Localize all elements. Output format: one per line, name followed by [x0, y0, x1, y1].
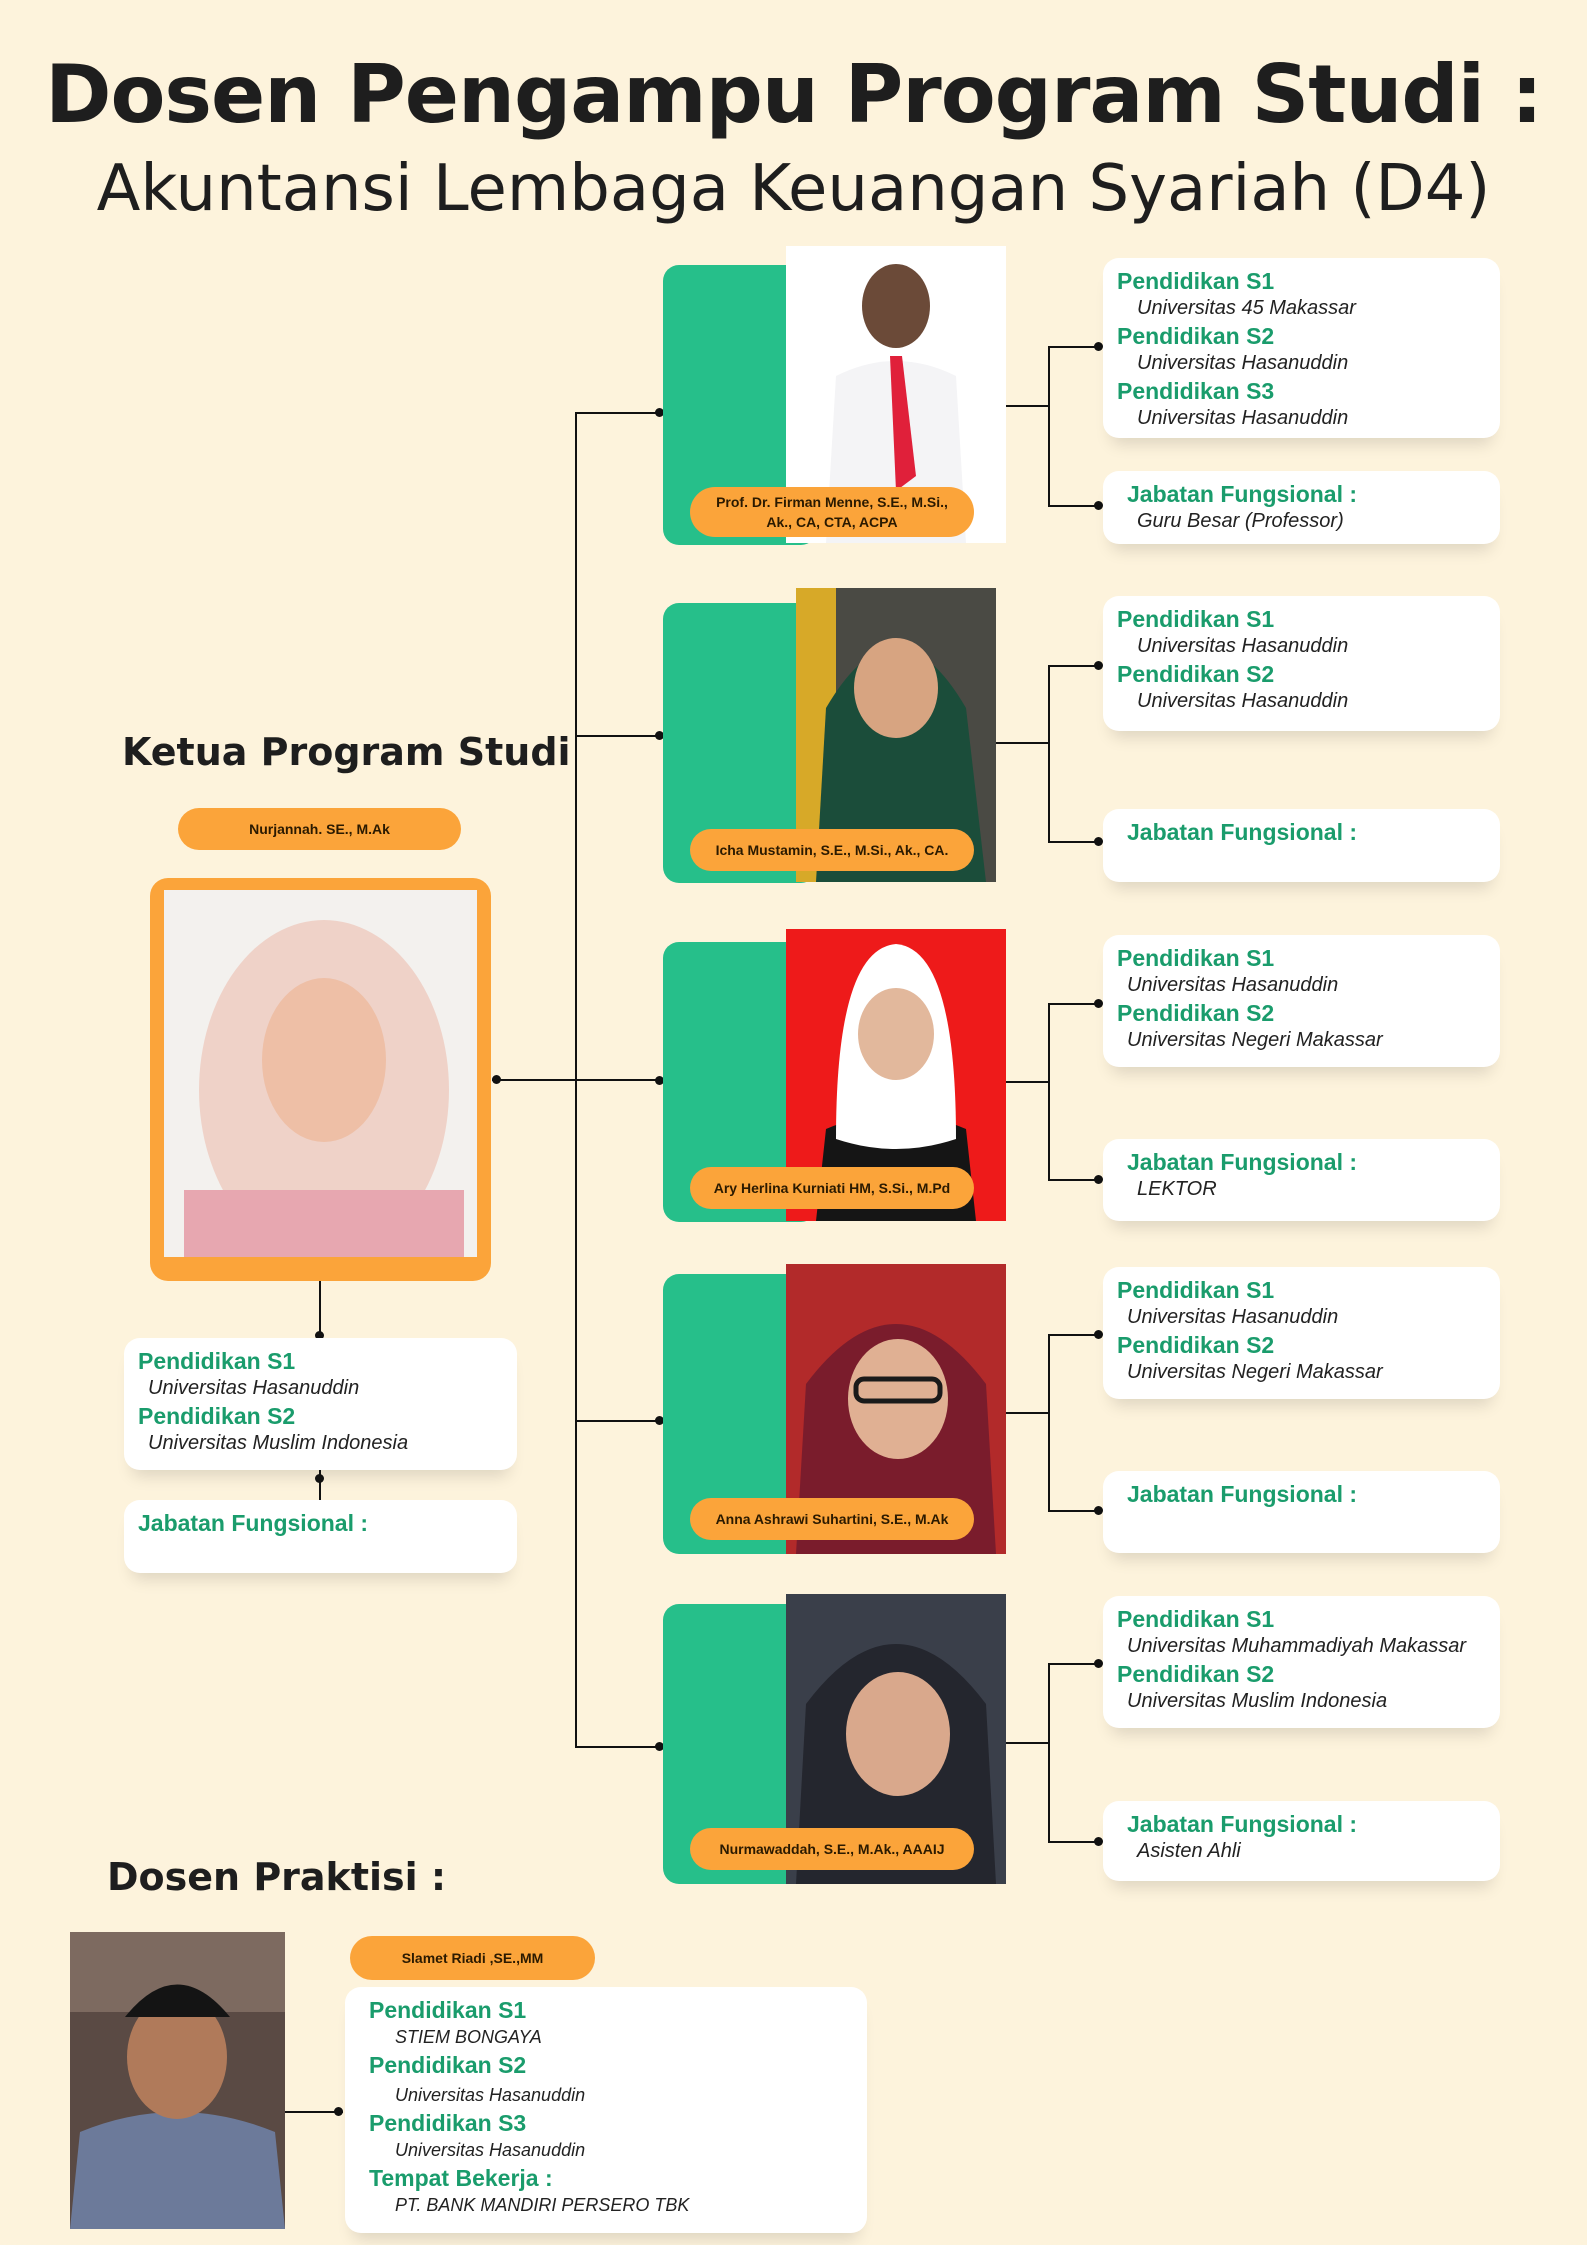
edu-label: Pendidikan S2 — [1117, 1000, 1275, 1026]
connector-dot — [1094, 342, 1103, 351]
work-value: PT. BANK MANDIRI PERSERO TBK — [395, 2195, 690, 2215]
connector — [319, 1281, 321, 1336]
connector-dot — [1094, 999, 1103, 1008]
edu-value: Universitas Hasanuddin — [1137, 352, 1349, 374]
edu-label: Pendidikan S1 — [1117, 268, 1275, 294]
edu-value: Universitas Hasanuddin — [1137, 407, 1349, 429]
connector-dot — [1094, 1837, 1103, 1846]
edu-value: Universitas Hasanuddin — [148, 1377, 360, 1399]
connector-dot — [1094, 1330, 1103, 1339]
edu-label: Pendidikan S1 — [369, 1997, 527, 2023]
connector-dot — [1094, 501, 1103, 510]
edu-label: Pendidikan S1 — [1117, 606, 1275, 632]
edu-label: Pendidikan S2 — [1117, 1661, 1275, 1687]
praktisi-info-card — [345, 1987, 867, 2233]
connector — [1006, 405, 1050, 407]
tree-trunk — [575, 413, 577, 1748]
lecturer-jabatan-card — [1103, 1801, 1500, 1881]
connector — [575, 1420, 661, 1422]
edu-label: Pendidikan S2 — [1117, 1332, 1275, 1358]
edu-label: Pendidikan S1 — [1117, 1277, 1275, 1303]
edu-value: Universitas Hasanuddin — [1127, 974, 1339, 996]
lecturer-jabatan-card — [1103, 809, 1500, 882]
edu-label: Pendidikan S2 — [1117, 323, 1275, 349]
lecturer-name-badge: Ary Herlina Kurniati HM, S.Si., M.Pd — [690, 1167, 974, 1209]
connector — [1048, 346, 1050, 506]
connector-dot — [1094, 1506, 1103, 1515]
edu-value: STIEM BONGAYA — [395, 2027, 542, 2047]
connector — [575, 1746, 661, 1748]
connector — [575, 412, 661, 414]
jabatan-label: Jabatan Fungsional : — [138, 1510, 369, 1536]
connector-dot — [1094, 1175, 1103, 1184]
edu-value: Universitas 45 Makassar — [1137, 297, 1356, 319]
praktisi-name-badge: Slamet Riadi ,SE.,MM — [350, 1936, 595, 1980]
connector — [1048, 841, 1098, 843]
edu-label: Pendidikan S1 — [138, 1348, 296, 1374]
connector-dot — [1094, 837, 1103, 846]
connector — [1048, 1663, 1098, 1665]
connector — [1006, 1081, 1050, 1083]
connector-dot — [1094, 661, 1103, 670]
edu-value: Universitas Negeri Makassar — [1127, 1361, 1383, 1383]
jabatan-value: LEKTOR — [1137, 1178, 1217, 1200]
edu-value: Universitas Muhammadiyah Makassar — [1127, 1635, 1467, 1657]
lecturer-jabatan-card — [1103, 471, 1500, 544]
edu-value: Universitas Hasanuddin — [1137, 635, 1349, 657]
edu-label: Pendidikan S3 — [369, 2110, 527, 2136]
jabatan-label: Jabatan Fungsional : — [1127, 481, 1358, 507]
lecturer-education-card — [1103, 258, 1500, 438]
jabatan-label: Jabatan Fungsional : — [1127, 1149, 1358, 1175]
praktisi-section-title: Dosen Praktisi : — [107, 1855, 447, 1899]
edu-value: Universitas Negeri Makassar — [1127, 1029, 1383, 1051]
edu-label: Pendidikan S3 — [1117, 378, 1275, 404]
work-label: Tempat Bekerja : — [369, 2165, 553, 2191]
connector — [1048, 1334, 1098, 1336]
connector — [1048, 1003, 1050, 1181]
connector — [1048, 1663, 1050, 1843]
connector — [996, 742, 1050, 744]
ketua-photo — [164, 890, 477, 1257]
jabatan-value: Guru Besar (Professor) — [1137, 510, 1344, 532]
ketua-name-badge: Nurjannah. SE., M.Ak — [178, 808, 461, 850]
jabatan-label: Jabatan Fungsional : — [1127, 819, 1358, 845]
lecturer-jabatan-card — [1103, 1471, 1500, 1553]
page-title: Dosen Pengampu Program Studi : — [45, 48, 1542, 141]
page-subtitle: Akuntansi Lembaga Keuangan Syariah (D4) — [96, 152, 1491, 226]
connector — [1048, 346, 1098, 348]
edu-label: Pendidikan S1 — [1117, 945, 1275, 971]
edu-value: Universitas Muslim Indonesia — [148, 1432, 409, 1454]
lecturer-education-card — [1103, 596, 1500, 731]
lecturer-education-card — [1103, 935, 1500, 1067]
lecturer-name-badge: Prof. Dr. Firman Menne, S.E., M.Si., Ak., CA, CTA, ACPA — [690, 487, 974, 537]
connector-dot — [1094, 1659, 1103, 1668]
connector — [1048, 1179, 1098, 1181]
jabatan-value: Asisten Ahli — [1137, 1840, 1241, 1862]
lecturer-education-card — [1103, 1596, 1500, 1728]
edu-label: Pendidikan S2 — [1117, 661, 1275, 687]
edu-label: Pendidikan S2 — [138, 1403, 296, 1429]
ketua-education-card — [124, 1338, 517, 1470]
connector — [1048, 1334, 1050, 1512]
edu-value: Universitas Hasanuddin — [395, 2085, 586, 2105]
connector-dot — [334, 2107, 343, 2116]
connector — [1006, 1412, 1050, 1414]
connector — [1048, 1003, 1098, 1005]
ketua-section-title: Ketua Program Studi — [122, 730, 571, 774]
jabatan-label: Jabatan Fungsional : — [1127, 1481, 1358, 1507]
jabatan-label: Jabatan Fungsional : — [1127, 1811, 1358, 1837]
connector — [575, 735, 661, 737]
lecturer-name-badge: Icha Mustamin, S.E., M.Si., Ak., CA. — [690, 829, 974, 871]
edu-value: Universitas Muslim Indonesia — [1127, 1690, 1388, 1712]
connector — [1048, 1510, 1098, 1512]
connector — [1048, 665, 1098, 667]
lecturer-jabatan-card — [1103, 1139, 1500, 1221]
edu-value: Universitas Hasanuddin — [1137, 690, 1349, 712]
connector — [1048, 665, 1050, 843]
connector — [1048, 505, 1098, 507]
edu-label: Pendidikan S2 — [369, 2052, 527, 2078]
connector-dot — [315, 1474, 324, 1483]
ketua-jabatan-card — [124, 1500, 517, 1573]
edu-value: Universitas Hasanuddin — [395, 2140, 586, 2160]
lecturer-education-card — [1103, 1267, 1500, 1399]
connector — [1048, 1841, 1098, 1843]
lecturer-name-badge: Nurmawaddah, S.E., M.Ak., AAAIJ — [690, 1828, 974, 1870]
edu-value: Universitas Hasanuddin — [1127, 1306, 1339, 1328]
connector — [1006, 1742, 1050, 1744]
edu-label: Pendidikan S1 — [1117, 1606, 1275, 1632]
lecturer-name-badge: Anna Ashrawi Suhartini, S.E., M.Ak — [690, 1498, 974, 1540]
praktisi-photo — [70, 1932, 285, 2229]
